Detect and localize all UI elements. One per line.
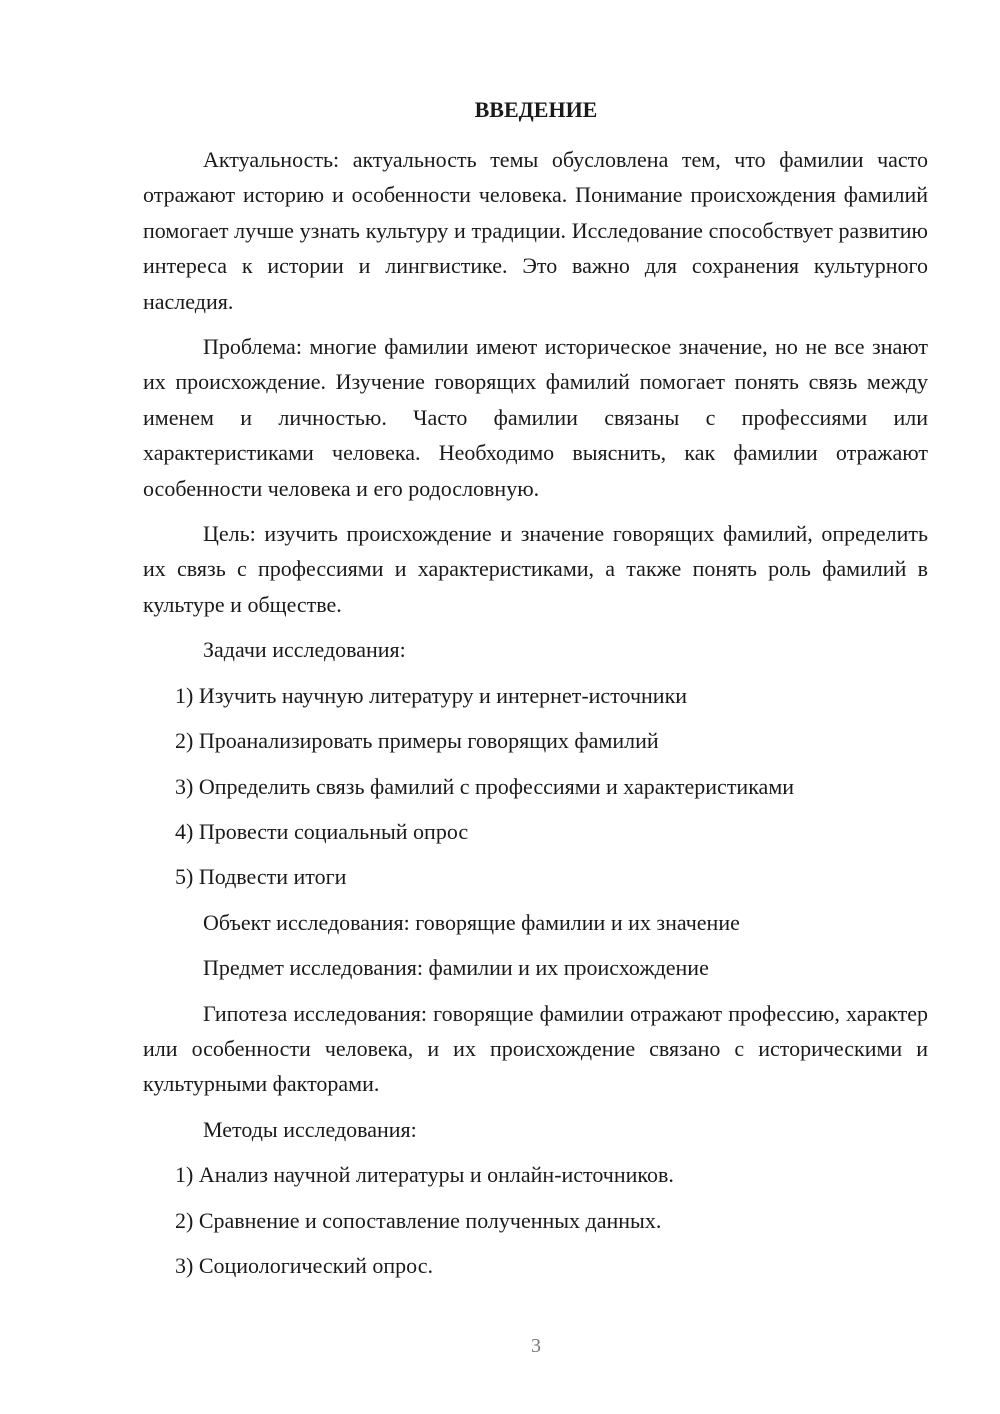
relevance-paragraph: Актуальность: актуальность темы обусловлена тем, что фамилии часто отражают историю и особенности человека. Понимание происхождения фамилий помогает лучше узнать культуру и традиции. Исследование способствует развитию интереса к истории и лингвистике. Это важно для сохранения культурного наследия.	[143, 147, 928, 314]
hypothesis-paragraph: Гипотеза исследования: говорящие фамилии отражают профессию, характер или особенности человека, и их происхождение связано с историческими и культурными факторами.	[143, 1000, 928, 1097]
research-object: Объект исследования: говорящие фамилии и их значение	[203, 909, 740, 935]
list-item-method-3: 3) Социологический опрос.	[175, 1252, 433, 1278]
goal-paragraph: Цель: изучить происхождение и значение говорящих фамилий, определить их связь с профессиями и характеристиками, а также понять роль фамилий в культуре и обществе.	[143, 521, 928, 617]
list-item-task-2: 2) Проанализировать примеры говорящих фамилий	[175, 728, 659, 754]
tasks-heading: Задачи исследования:	[203, 637, 406, 663]
document-body	[143, 142, 928, 1293]
methods-heading: Методы исследования:	[203, 1116, 417, 1142]
section-title: ВВЕДЕНИЕ	[474, 97, 598, 122]
page-number: 3	[531, 1335, 541, 1357]
tasks-list	[143, 678, 928, 895]
list-item-task-4: 4) Провести социальный опрос	[175, 818, 469, 844]
list-item-method-2: 2) Сравнение и сопоставление полученных данных.	[175, 1207, 662, 1233]
list-item-task-1: 1) Изучить научную литературу и интернет-источники	[175, 682, 688, 708]
list-item-method-1: 1) Анализ научной литературы и онлайн-источников.	[175, 1162, 674, 1188]
problem-paragraph: Проблема: многие фамилии имеют историческое значение, но не все знают их происхождение. Изучение говорящих фамилий помогает понять связь между именем и личностью. Часто фамилии связаны с профессиями или характеристиками человека. Необходимо выяснить, как фамилии отражают особенности человека и его родословную.	[143, 334, 928, 501]
research-subject: Предмет исследования: фамилии и их происхождение	[203, 955, 709, 981]
methods-list	[143, 1157, 928, 1283]
list-item-task-3: 3) Определить связь фамилий с профессиями и характеристиками	[175, 773, 795, 799]
list-item-task-5: 5) Подвести итоги	[175, 864, 347, 890]
